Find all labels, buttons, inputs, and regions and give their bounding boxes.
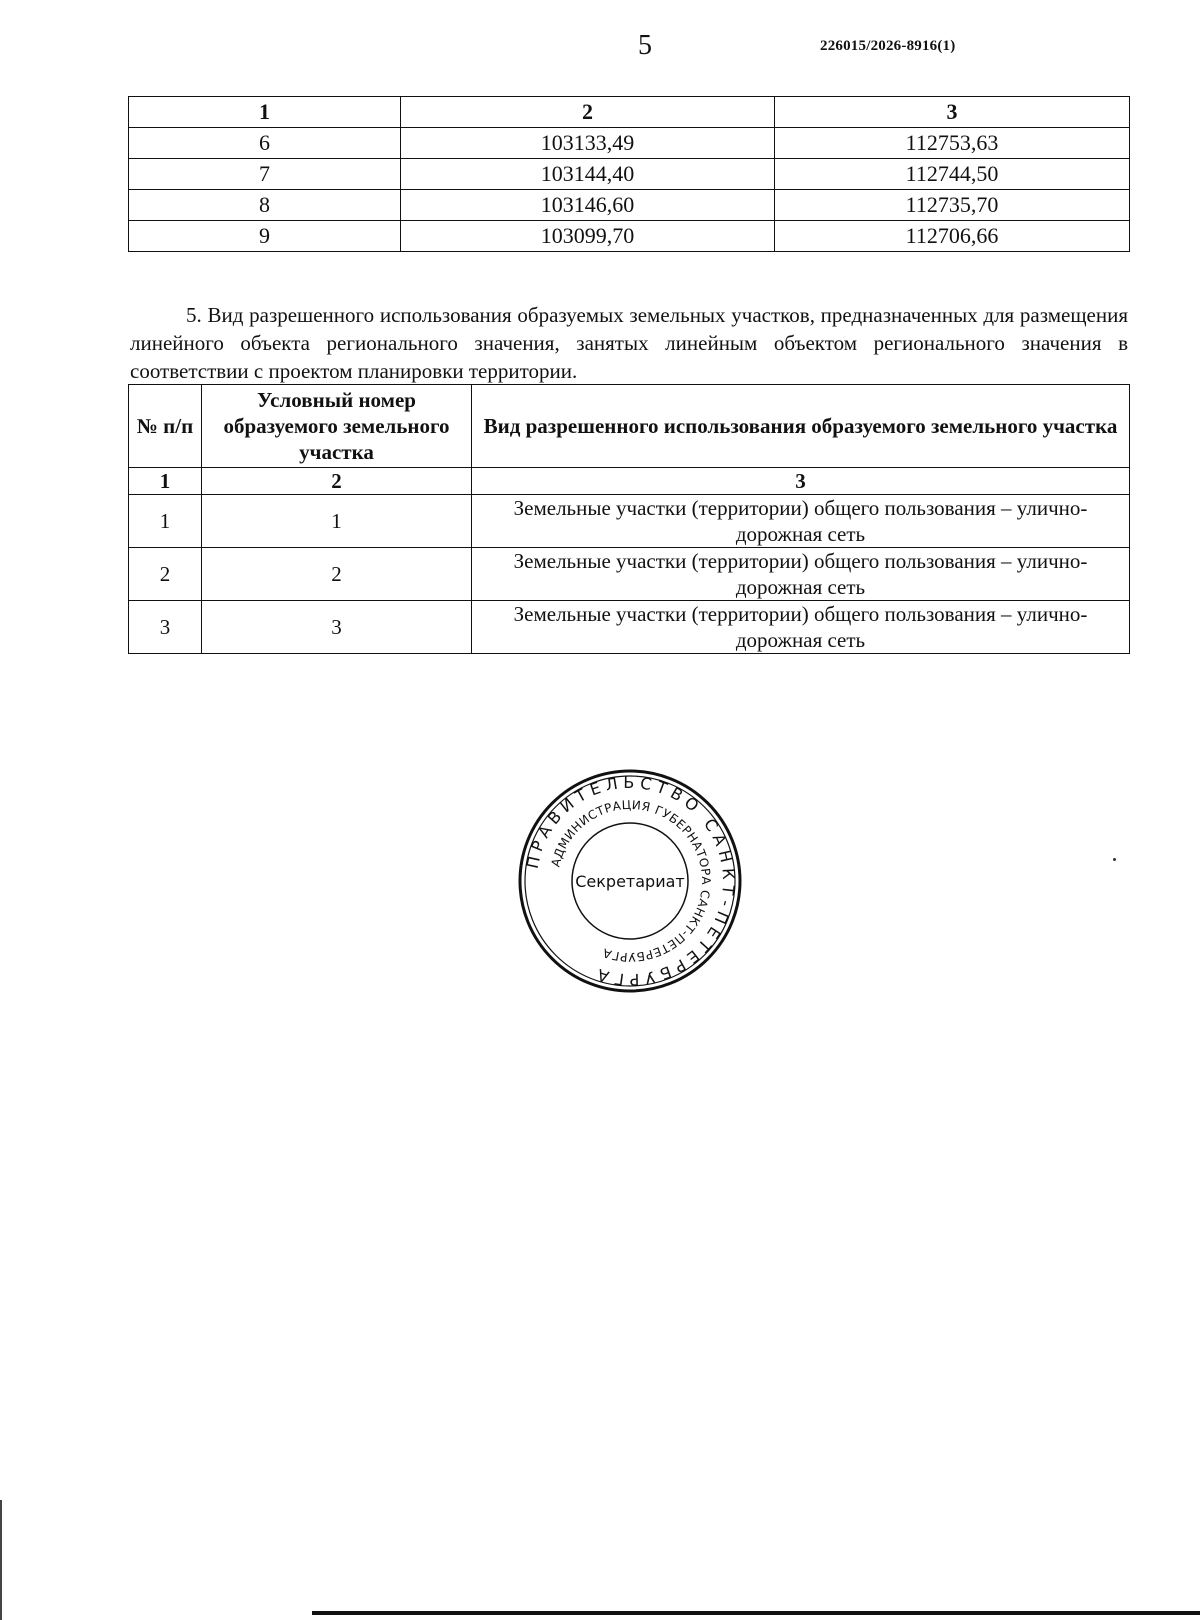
column-header-number: № п/п	[129, 385, 202, 468]
table-row	[129, 128, 1130, 159]
coordinate-y: 112753,63	[775, 128, 1130, 159]
coordinate-x: 103144,40	[401, 159, 775, 190]
seal-outer-textpath: ПРАВИТЕЛЬСТВО САНКТ-ПЕТЕРБУРГА	[522, 772, 739, 990]
seal-center-text: Секретариат	[575, 872, 685, 891]
plot-number: 2	[202, 548, 472, 601]
plot-number: 3	[202, 601, 472, 654]
column-header: 1	[129, 97, 401, 128]
coordinate-x: 103146,60	[401, 190, 775, 221]
row-number: 3	[129, 601, 202, 654]
point-number: 8	[129, 190, 401, 221]
table-header-row	[129, 97, 1130, 128]
coordinates-table	[128, 96, 1130, 252]
seal-inner-textpath: АДМИНИСТРАЦИЯ ГУБЕРНАТОРА САНКТ-ПЕТЕРБУРГА	[548, 797, 714, 965]
point-number: 7	[129, 159, 401, 190]
table-row	[129, 190, 1130, 221]
table-row	[129, 221, 1130, 252]
document-code: 226015/2026-8916(1)	[820, 38, 956, 54]
column-numbers-row	[129, 468, 1130, 495]
scan-edge-mark	[0, 1500, 2, 1620]
column-number: 2	[202, 468, 472, 495]
point-number: 6	[129, 128, 401, 159]
column-number: 3	[472, 468, 1130, 495]
plot-number: 1	[202, 495, 472, 548]
column-header: 2	[401, 97, 775, 128]
row-number: 1	[129, 495, 202, 548]
column-header-permitted-use: Вид разрешенного использования образуемого земельного участка	[472, 385, 1130, 468]
table-row	[129, 495, 1130, 548]
permitted-use: Земельные участки (территории) общего пользования – улично-дорожная сеть	[472, 548, 1130, 601]
table-row	[129, 601, 1130, 654]
scan-bottom-edge	[312, 1611, 1200, 1615]
permitted-use: Земельные участки (территории) общего пользования – улично-дорожная сеть	[472, 495, 1130, 548]
coordinate-x: 103099,70	[401, 221, 775, 252]
official-seal	[517, 768, 743, 994]
table-row	[129, 159, 1130, 190]
coordinate-y: 112744,50	[775, 159, 1130, 190]
row-number: 2	[129, 548, 202, 601]
coordinate-x: 103133,49	[401, 128, 775, 159]
coordinate-y: 112706,66	[775, 221, 1130, 252]
page-number: 5	[638, 30, 652, 61]
column-header-plot-number: Условный номер образуемого земельного участка	[202, 385, 472, 468]
permitted-use: Земельные участки (территории) общего пользования – улично-дорожная сеть	[472, 601, 1130, 654]
permitted-use-table	[128, 384, 1130, 654]
column-number: 1	[129, 468, 202, 495]
section-5-paragraph: 5. Вид разрешенного использования образуемых земельных участков, предназначенных для размещения линейного объекта регионального значения, занятых линейным объектом регионального значения в соответствии с проектом планировки территории.	[130, 303, 1128, 383]
point-number: 9	[129, 221, 401, 252]
scan-speck	[1113, 858, 1116, 861]
table-header-row	[129, 385, 1130, 468]
table-row	[129, 548, 1130, 601]
column-header: 3	[775, 97, 1130, 128]
coordinate-y: 112735,70	[775, 190, 1130, 221]
